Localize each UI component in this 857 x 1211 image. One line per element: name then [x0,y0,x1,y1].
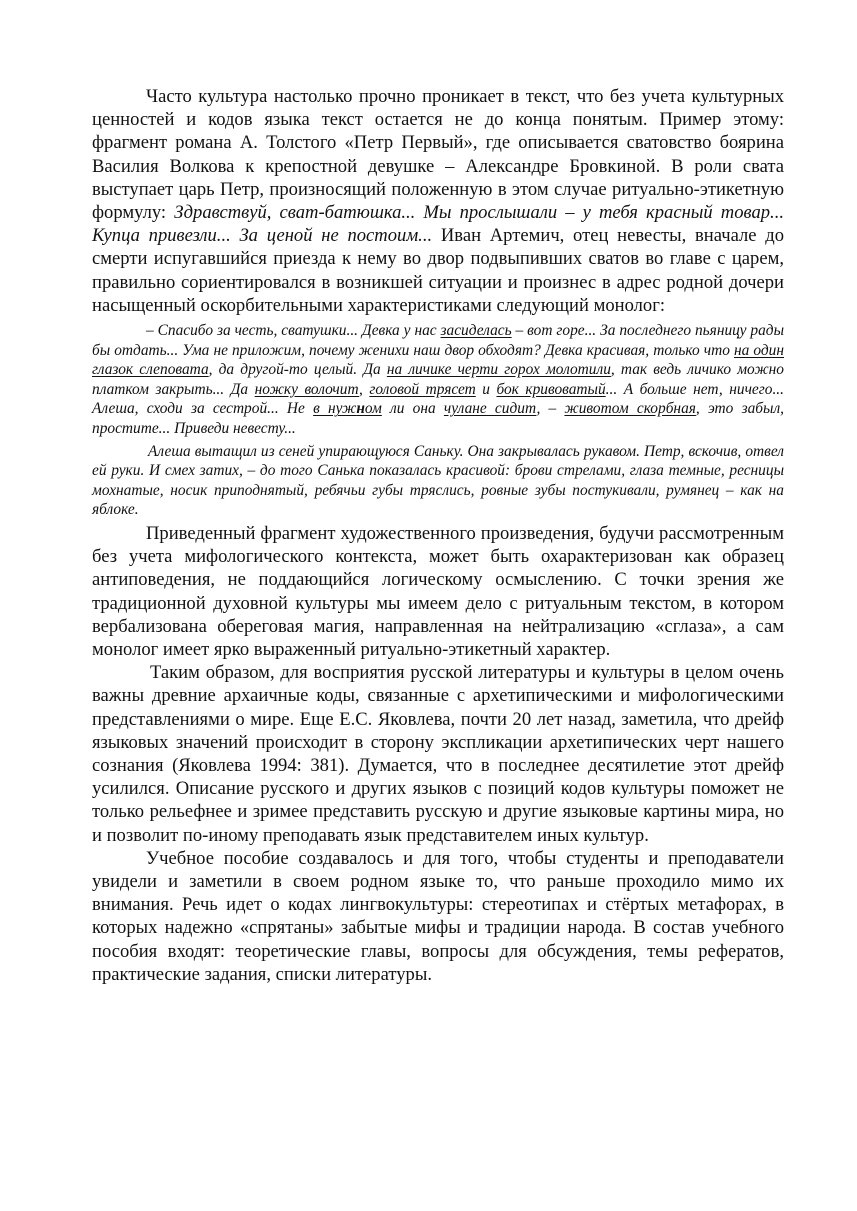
paragraph-conclusion: Таким образом, для восприятия русской литературы и культуры в целом очень важны древние архаичные коды, связанные с архетипическими и мифологическими представлениями о мире. Еще Е.С. Яковлева, почти 20 лет назад, заметила, что дрейф языковых значений происходит в сторону экспликации архетипических черт нашего сознания (Яковлева 1994: 381). Думается, что в последнее десятилетие этот дрейф усилился. Описание русского и других языков с позиций кодов культуры поможет не только рельефнее и зримее представить русскую и другие языковые картины мира, но и позволит по-иному преподавать язык представителем иных культур. [92,662,784,846]
document-page [92,85,784,986]
paragraph-textbook-purpose: Учебное пособие создавалось и для того, чтобы студенты и преподаватели увидели и заметили в своем родном языке то, что раньше проходило мимо их внимания. Речь идет о кодах лингвокультуры: стереотипах и стёртых метафорах, в которых надежно «спрятаны» забытые мифы и традиции народа. В состав учебного пособия входят: теоретические главы, вопросы для обсуждения, темы рефератов, практические задания, списки литературы. [92,847,784,985]
quote-underlined [313,400,382,417]
paragraph-intro-text: Часто культура настолько прочно проникает в текст, что без учета культурных ценностей и кодов языка текст остается не до конца понятым. Пример этому: фрагмент романа А. Толстого «Петр Первый», где описывается сватовство боярина Василия Волкова к крепостной девушке – Александре Бровкиной. В роли свата выступает царь Петр, произносящий положенную в этом случае ритуально-этикетную формулу: [92,86,784,224]
paragraph-analysis: Приведенный фрагмент художественного произведения, будучи рассмотренным без учета мифологического контекста, может быть охарактеризован как образец антиповедения, не поддающийся логическому осмыслению. С точки зрения же традиционной духовной культуры мы имеем дело с ритуальным текстом, в котором вербализована обереговая магия, направленная на нейтрализацию «сглаза», а сам монолог имеет ярко выраженный ритуально-этикетный характер. [92,522,784,660]
quote-text: – вот горе... За последнего пьяницу рады бы отдать... Ума не приложим, почему женихи наш двор обходят? Девка красивая, только что [92,322,784,359]
quote-text: и [475,380,497,398]
quote-underlined: животом скорбная [564,400,696,418]
monologue-quote [92,321,784,439]
quote-text: , это забыл, простите... Приведи невесту... [92,400,784,437]
paragraph-intro [92,85,784,317]
quote-underlined: чулане сидит [443,400,537,418]
quote-underlined: головой трясет [369,380,476,398]
quote-underlined: на личике черти горох молотили [386,361,611,379]
quote-underlined-part: в нуж [313,400,357,418]
narrative-quote: Алеша вытащил из сеней упирающуюся Саньку. Она закрывалась рукавом. Петр, вскочив, отвел ей руки. И смех затих, – до того Санька показалась красивой: брови стрелами, глаза темные, ресницы мохнатые, носик приподнятый, ребячьи губы тряслись, ровные зубы постукивали, румянец – как на яблоке. [92,442,784,519]
ritual-formula: Здравствуй, сват-батюшка... Мы прослышали – у тебя красный товар... Купца привезли... За ценой не постоим... [92,202,784,247]
quote-text: , – [536,400,565,418]
quote-text: ли она [381,400,444,418]
quote-text: – Спасибо за честь, сватушки... Девка у нас [146,322,441,340]
quote-text: , так ведь личико можно платком закрыть... Да [92,361,784,398]
paragraph-intro-continuation: Иван Артемич, отец невесты, вначале до смерти испугавшийся приезда к нему во двор подвыпивших сватов во главе с царем, правильно сориентировался в возникшей ситуации и произнес в адрес родной дочери насыщенный оскорбительными характеристиками следующий монолог: [92,225,784,316]
quote-underlined: засиделась [440,322,512,340]
quote-underlined: бок кривоватый [496,380,606,398]
quote-text: , да другой-то целый. Да [208,361,387,379]
quote-text: , [358,380,370,398]
quote-underlined: на один глазок слеповата [92,341,784,379]
quote-underlined-part: ом [364,400,382,418]
quote-underlined: ножку волочит [254,380,359,398]
quote-underlined-bold: н [356,400,365,418]
quote-text: ... А больше нет, ничего... Алеша, сходи за сестрой... Не [92,380,784,418]
